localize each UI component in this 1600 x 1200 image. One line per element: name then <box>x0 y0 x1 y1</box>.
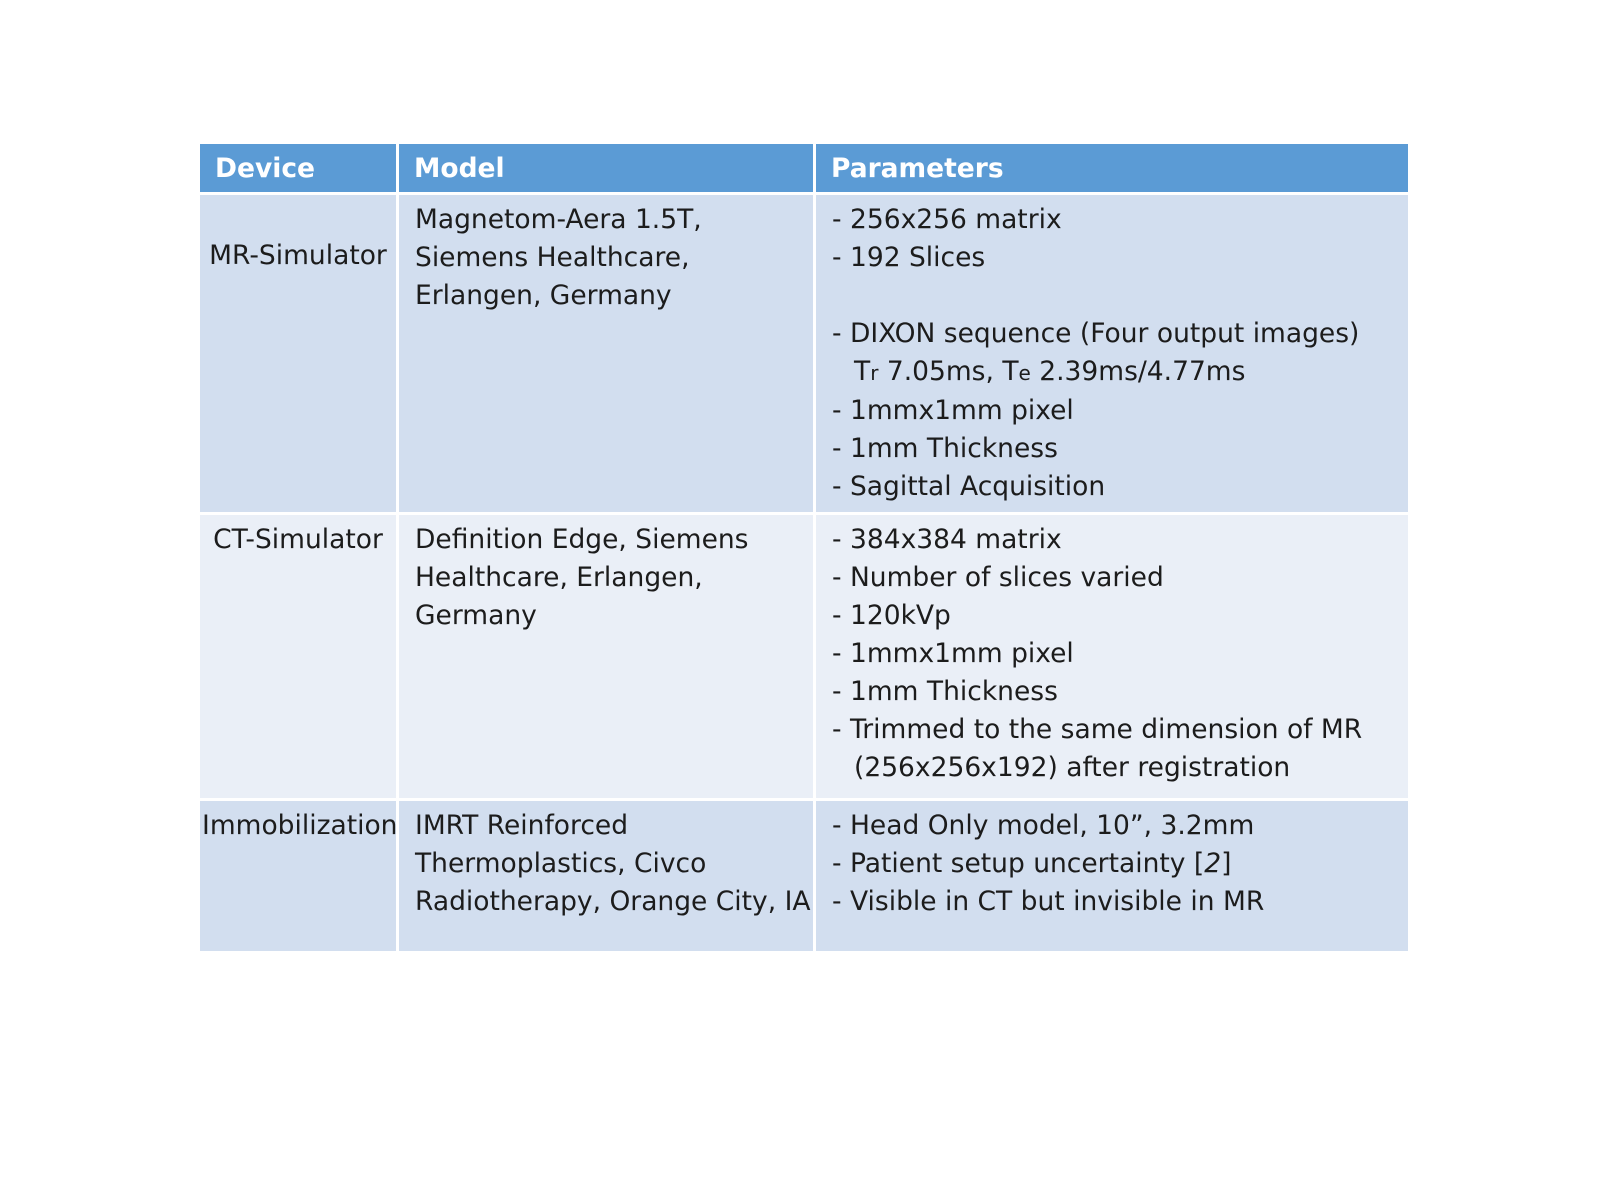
uncertainty-text: - Patient setup uncertainty [ <box>832 848 1205 879</box>
immobilization-model-line: IMRT Reinforced <box>415 810 629 841</box>
immobilization-param-line: - Head Only model, 10”, 3.2mm <box>832 810 1255 841</box>
header-parameters: Parameters <box>816 144 1408 192</box>
ct-model-line: Definition Edge, Siemens <box>415 524 749 555</box>
ct-param-line: - 1mm Thickness <box>832 676 1058 707</box>
spacer <box>832 277 1398 315</box>
citation-close: ] <box>1221 848 1232 879</box>
mr-model-line: Magnetom-Aera 1.5T, <box>415 204 702 235</box>
device-parameters-table <box>200 144 1402 951</box>
tr-label: T <box>854 356 871 387</box>
mr-param-line: - DIXON sequence (Four output images) <box>832 318 1360 349</box>
row-immobilization-model <box>399 801 813 951</box>
immobilization-device-label: Immobilization <box>202 810 398 841</box>
row-ct-device <box>200 515 396 798</box>
mr-param-line: - 256x256 matrix <box>832 204 1062 235</box>
ct-param-line: - Trimmed to the same dimension of MR <box>832 714 1363 745</box>
ct-param-line: - 384x384 matrix <box>832 524 1062 555</box>
ct-device-label: CT-Simulator <box>213 524 383 555</box>
citation-reference: 2 <box>1204 848 1222 879</box>
row-ct-model <box>399 515 813 798</box>
tr-sub: r <box>870 361 879 385</box>
mr-param-line: - 192 Slices <box>832 242 986 273</box>
row-mr-model <box>399 195 813 512</box>
header-model: Model <box>399 144 813 192</box>
mr-param-line: - 1mm Thickness <box>832 433 1058 464</box>
tr-value: 7.05ms, <box>878 356 1003 387</box>
mr-device-label: MR-Simulator <box>209 240 387 271</box>
ct-param-line: (256x256x192) after registration <box>854 752 1291 783</box>
te-value: 2.39ms/4.77ms <box>1030 356 1246 387</box>
te-label: T <box>1002 356 1019 387</box>
mr-param-line: - 1mmx1mm pixel <box>832 395 1074 426</box>
ct-param-line: - 1mmx1mm pixel <box>832 638 1074 669</box>
immobilization-param-line <box>832 845 1398 883</box>
mr-model-line: Siemens Healthcare, <box>415 242 690 273</box>
mr-param-timing-line <box>832 353 1398 392</box>
row-mr-device <box>200 195 396 512</box>
ct-model-line: Germany <box>415 600 537 631</box>
immobilization-model-line: Radiotherapy, Orange City, IA <box>415 886 811 917</box>
mr-model-line: Erlangen, Germany <box>415 280 672 311</box>
row-mr-parameters <box>816 195 1408 512</box>
row-immobilization-parameters <box>816 801 1408 951</box>
immobilization-param-line: - Visible in CT but invisible in MR <box>832 886 1265 917</box>
ct-param-line: - 120kVp <box>832 600 951 631</box>
row-ct-parameters <box>816 515 1408 798</box>
header-device: Device <box>200 144 396 192</box>
row-immobilization-device <box>200 801 396 951</box>
ct-param-line: - Number of slices varied <box>832 562 1164 593</box>
mr-param-line: - Sagittal Acquisition <box>832 471 1106 502</box>
immobilization-model-line: Thermoplastics, Civco <box>415 848 707 879</box>
ct-model-line: Healthcare, Erlangen, <box>415 562 703 593</box>
te-sub: e <box>1018 361 1031 385</box>
